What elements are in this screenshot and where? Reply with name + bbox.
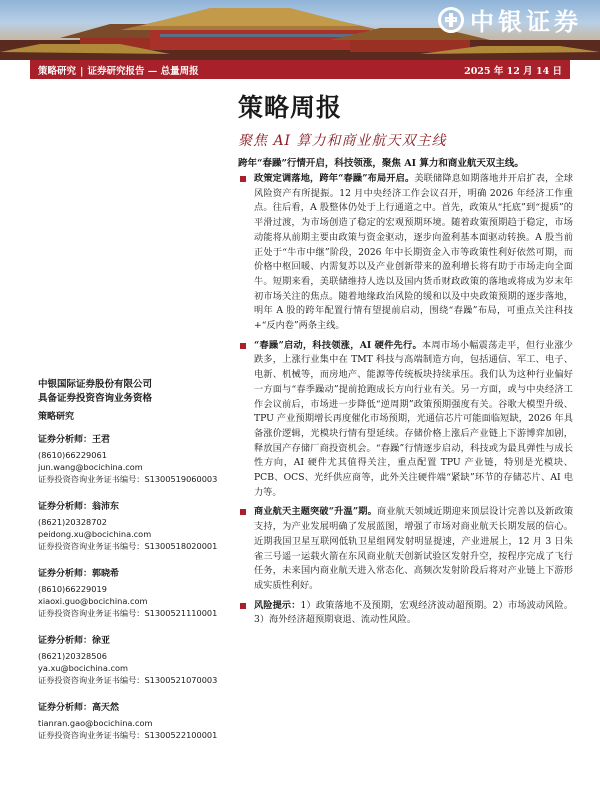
report-subtitle: 聚焦 AI 算力和商业航天双主线 (238, 133, 447, 149)
report-type: 证券研究报告 — 总量周报 (87, 65, 199, 77)
research-section: 策略研究 (38, 412, 75, 422)
paragraph-text: 1）政策落地不及预期，宏观经济波动超预期。2）市场波动风险。3）海外经济超预期衰退、流动性风险。 (254, 599, 573, 626)
paragraph-text: 商业航天领域近期迎来顶层设计完善以及新政策支持，为产业发展明确了发展蓝图，增强了市场对商业航天长期发展的信心。近期我国卫星互联网低轨卫星组网发射明显提速，产业进展上，12 月 3 日朱雀三号遥一运载火箭在东风商业航天创新试验区发射升空，按程序完成了飞行任务，未来国内商业航天进入常态化、高频次发射阶段后将对产业链上下游形成实质性利好。 (254, 506, 574, 591)
analyst-card (38, 635, 228, 686)
report-title: 策略周报 (238, 93, 343, 122)
analyst-email[interactable]: ya.xu@bocichina.com (38, 663, 128, 673)
firm-qualification: 具备证券投资咨询业务资格 (38, 392, 153, 404)
analyst-cert: 证券投资咨询业务证书编号：S1300521110001 (38, 608, 218, 618)
analyst-name: 证券分析师：徐亚 (38, 636, 111, 646)
analyst-phone: (8610)66229019 (38, 584, 107, 594)
report-date: 2025 年 12 月 14 日 (464, 65, 562, 77)
report-info-bar (30, 60, 570, 79)
analyst-name: 证券分析师：郭晓希 (38, 569, 120, 579)
firm-name: 中银国际证券股份有限公司 (38, 379, 153, 390)
red-bullet-icon (240, 176, 246, 182)
analyst-sidebar (38, 378, 228, 757)
analyst-email[interactable]: peidong.xu@bocichina.com (38, 529, 152, 539)
analyst-phone: (8621)20328506 (38, 651, 107, 661)
header-banner (0, 0, 600, 60)
report-category-group (38, 63, 199, 77)
analyst-email[interactable]: xiaoxi.guo@bocichina.com (38, 596, 148, 606)
paragraph-text: 本周市场小幅震荡走平，但行业涨少跌多，上涨行业集中在 TMT 科技与高端制造方向，包括通信、军工、电子、电新、机械等，而房地产、能源等传统板块持续承压。我们认为这种行业偏好一方面与“春季躁动”提前抢跑成长方向行业有关。另一方面，或与中央经济工作会议前后，市场进一步降低“逆周期”政策预期强度有关。谷歌大模型升级、TPU 产业预期增长再度催化市场预期，光通信芯片可能面临短缺，2026 年具备涨价逻辑，光模块行情有望延续。存储价格上涨后产业链上下游博弈加剧，释放国产存储厂商投资机会。“春躁”行情逐步启动，科技或为最具弹性与成长性方向，AI 硬件尤其值得关注，重点配置 TPU 产业链，特别是光模块、PCB、OCS、光纤供应商等，此外关注硬件端“紧缺”环节的存储芯片、AI 电力等。 (254, 339, 573, 498)
paragraph-aerospace (238, 505, 573, 593)
paragraph-lead: 风险提示： (254, 599, 301, 611)
analyst-phone: (8610)66229061 (38, 450, 107, 460)
logo-text: 中银证券 (470, 8, 582, 36)
analyst-card (38, 568, 228, 619)
bar-separator: | (80, 65, 84, 77)
bank-of-china-icon (438, 7, 464, 33)
analyst-email[interactable]: jun.wang@bocichina.com (38, 462, 143, 472)
report-category: 策略研究 (38, 65, 77, 77)
paragraph-lead: 商业航天主题突破“升温”期。 (254, 506, 377, 518)
paragraph-risk (238, 599, 573, 628)
analyst-name: 证券分析师：王君 (38, 435, 111, 445)
analyst-cert: 证券投资咨询业务证书编号：S1300521070003 (38, 675, 218, 685)
analyst-cert: 证券投资咨询业务证书编号：S1300518020001 (38, 541, 218, 551)
paragraph-spring-rally (238, 339, 573, 501)
analyst-cert: 证券投资咨询业务证书编号：S1300519060003 (38, 474, 218, 484)
company-logo (438, 2, 582, 37)
analyst-name: 证券分析师：翁沛东 (38, 502, 120, 512)
paragraph-policy (238, 172, 573, 334)
analyst-phone: (8621)20328702 (38, 517, 107, 527)
red-bullet-icon (240, 509, 246, 515)
analyst-cert: 证券投资咨询业务证书编号：S1300522100001 (38, 730, 218, 740)
analyst-card (38, 434, 228, 485)
paragraph-lead: 政策定调落地，跨年“春躁”布局开启。 (254, 173, 415, 184)
analyst-name: 证券分析师：高天然 (38, 703, 120, 713)
analyst-email[interactable]: tianran.gao@bocichina.com (38, 718, 153, 728)
red-bullet-icon (240, 603, 246, 609)
analyst-card (38, 501, 228, 552)
report-headline: 跨年“春躁”行情开启，科技领涨，聚焦 AI 算力和商业航天双主线。 (238, 158, 524, 169)
analyst-card (38, 702, 228, 741)
red-bullet-icon (240, 343, 246, 349)
paragraph-text: 美联储降息如期落地并开启扩表，全球风险资产有所提振。12 月中央经济工作会议召开，明确 2026 年经济工作重点。往后看，A 股整体仍处于上行通道之中。首先，政策从“托底”到“提质”的平滑过渡，为市场创造了稳定的宏观预期环境。随着政策预期趋于稳定，市场动能将从前期主要由政策与资金驱动，逐步向盈利基本面驱动转换。A 股当前正处于“牛市中继”阶段，2026 年中长期资金入市等政策性利好依然可期，而价格中枢回暖、内需复苏以及产业创新带来的盈利增长将有助于市场走向全面牛。短期来看，美联储维持人选以及国内货币财政政策的落地或将成为岁末年初市场关注的焦点。随着地缘政治风险的缓和以及中央政策预期的逐步落地，明年 A 股的跨年配置行情有望提前启动，围绕“春躁”布局，可重点关注科技+“反内卷”两条主线。 (254, 173, 573, 332)
report-body (238, 172, 573, 633)
paragraph-lead: “春躁”启动，科技领涨，AI 硬件先行。 (254, 339, 422, 351)
